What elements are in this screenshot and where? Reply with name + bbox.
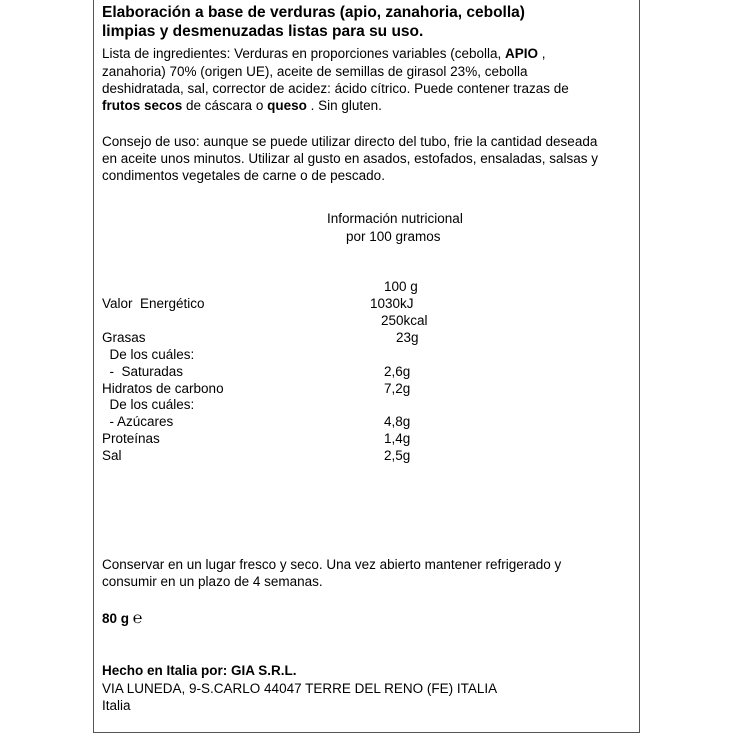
estimated-sign-icon: ℮: [132, 610, 143, 627]
nutrition-row-label: Sal: [102, 448, 122, 463]
nutrition-row-value: 1030kJ: [370, 296, 414, 311]
nutrition-row-value: 250kcal: [381, 313, 428, 328]
nutrition-row-label: De los cuáles:: [102, 397, 195, 412]
product-title-line-1: Elaboración a base de verduras (apio, zanahoria, cebolla): [102, 4, 525, 21]
nutrition-row-label: Grasas: [102, 330, 146, 345]
nutrition-row-label: Hidratos de carbono: [102, 381, 224, 396]
nutrition-row-value: 23g: [396, 330, 419, 345]
allergen-queso: queso: [267, 98, 307, 113]
nutrition-row-label: Proteínas: [102, 431, 160, 446]
nutrition-heading: Información nutricional: [327, 211, 463, 226]
ingredients-line-2: zanahoria) 70% (origen UE), aceite de semillas de girasol 23%, cebolla: [102, 64, 528, 79]
nutrition-row-value: 1,4g: [384, 431, 411, 446]
nutrition-row-label: De los cuáles:: [102, 347, 195, 362]
maker-address: VIA LUNEDA, 9-S.CARLO 44047 TERRE DEL RENO (FE) ITALIA: [102, 681, 498, 696]
ingredients-line-3: deshidratada, sal, corrector de acidez: ácido cítrico. Puede contener trazas de: [102, 81, 569, 96]
nutrition-row-value: 7,2g: [384, 381, 411, 396]
ingredients-line-1: [102, 45, 546, 62]
usage-line-2: en aceite unos minutos. Utilizar al gusto en asados, estofados, ensaladas, salsas y: [102, 151, 599, 166]
maker-country: Italia: [102, 698, 131, 713]
nutrition-subheading: por 100 gramos: [346, 229, 441, 244]
usage-line-1: Consejo de uso: aunque se puede utilizar directo del tubo, frie la cantidad deseada: [102, 134, 598, 149]
maker-line-1: Hecho en Italia por: GIA S.R.L.: [102, 663, 297, 678]
product-title-line-2: limpias y desmenuzadas listas para su uso.: [102, 23, 424, 40]
nutrition-row-label: - Saturadas: [102, 364, 184, 379]
allergen-frutos-secos: frutos secos: [102, 98, 183, 113]
net-weight: [102, 610, 142, 627]
ingredients-text: ,: [538, 46, 546, 61]
storage-line-1: Conservar en un lugar fresco y seco. Una vez abierto mantener refrigerado y: [102, 557, 562, 572]
ingredients-text: de cáscara o: [182, 98, 268, 113]
ingredients-text: . Sin gluten.: [306, 98, 382, 113]
nutrition-row-label: - Azúcares: [102, 414, 174, 429]
nutrition-row-label: Valor Energético: [102, 296, 205, 311]
nutrition-row-value: 2,5g: [384, 448, 411, 463]
nutrition-row-value: 2,6g: [384, 364, 411, 379]
nutrition-column-header: 100 g: [384, 279, 418, 294]
net-weight-value: 80 g: [102, 611, 130, 626]
storage-line-2: consumir en un plazo de 4 semanas.: [102, 574, 323, 589]
usage-line-3: condimentos vegetales de carne o de pescado.: [102, 168, 385, 183]
ingredients-line-4: [102, 97, 382, 114]
ingredients-text: Lista de ingredientes: Verduras en proporciones variables (cebolla,: [102, 46, 505, 61]
nutrition-row-value: 4,8g: [384, 414, 411, 429]
allergen-apio: APIO: [505, 46, 539, 61]
